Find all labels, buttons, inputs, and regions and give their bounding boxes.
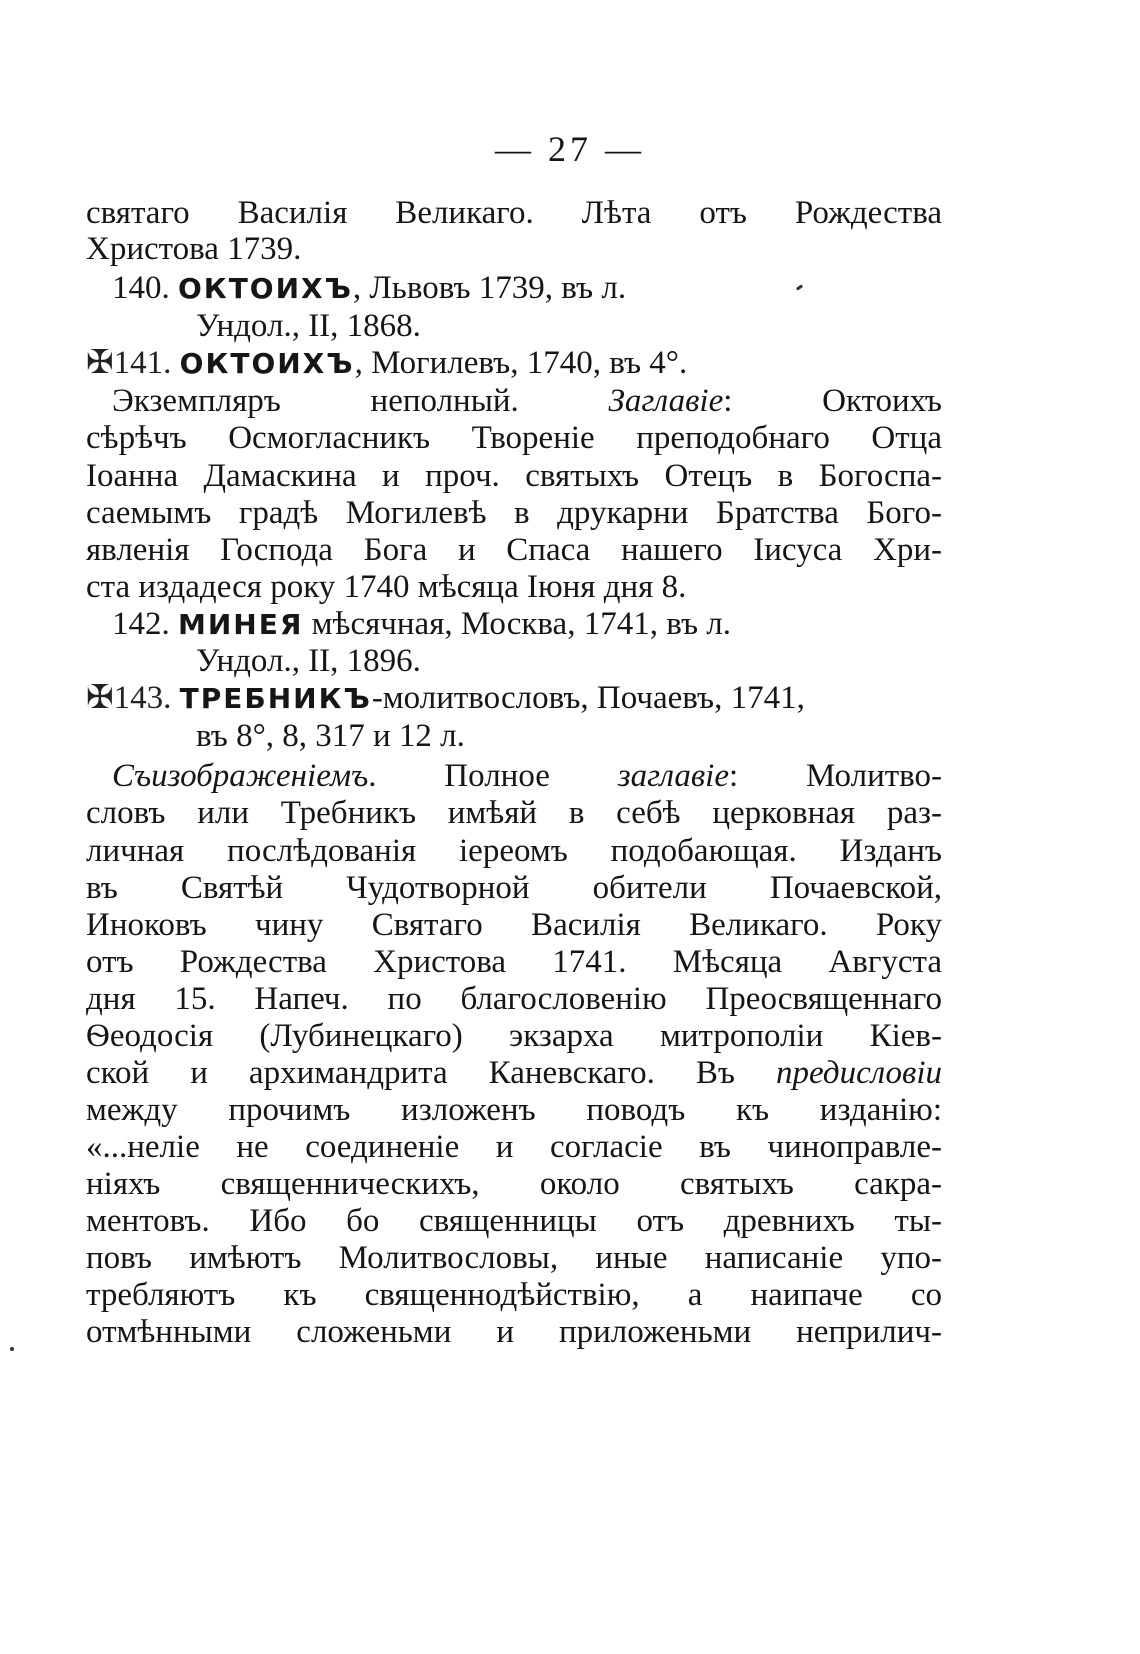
entry-imprint: , Могилевъ, 1740, въ 4°.	[354, 345, 688, 381]
entry-imprint: -молитвословъ, Почаевъ, 1741,	[371, 680, 805, 716]
entry-title: ОКТОИХЪ	[179, 347, 355, 380]
text-line: святаго Василія Великаго. Лѣта отъ Рождества	[86, 195, 942, 231]
page-number: — 27 —	[495, 129, 645, 169]
entry-143-format: въ 8°, 8, 317 и 12 л.	[196, 718, 465, 754]
desc-text: Экземпляръ неполный.	[112, 383, 609, 419]
entry-number: ✠141.	[86, 345, 172, 381]
entry-143-heading	[86, 678, 942, 719]
entry-143-desc-line: въ Святѣй Чудотворной обители Почаевской,	[86, 870, 942, 906]
entry-143-desc-line: между прочимъ изложенъ поводъ къ изданію:	[86, 1092, 942, 1128]
desc-text: : Октоихъ	[723, 383, 942, 419]
entry-143-desc-line	[112, 756, 942, 796]
entry-number: 142.	[112, 606, 170, 642]
entry-143-desc-line: отъ Рождества Христова 1741. Мѣсяца Августа	[86, 944, 942, 980]
entry-title: ТРЕБНИКЪ	[179, 682, 372, 715]
desc-italic: предисловіи	[776, 1055, 942, 1091]
entry-143-desc-line: Иноковъ чину Святаго Василія Великаго. Року	[86, 907, 942, 943]
entry-141-desc-line	[112, 381, 942, 421]
entry-143-desc-line: повъ имѣютъ Молитвословы, иные написаніе упо-	[86, 1240, 942, 1276]
scan-speck	[10, 1347, 14, 1351]
entry-143-desc-line: ментовъ. Ибо бо священницы отъ древнихъ ты-	[86, 1203, 942, 1239]
desc-text: . Полное	[368, 758, 618, 794]
desc-italic: Заглавіе	[608, 383, 724, 419]
entry-imprint: мѣсячная, Москва, 1741, въ л.	[303, 606, 731, 642]
entry-143-desc-line: требляютъ къ священнодѣйствію, а наипаче со	[86, 1277, 942, 1313]
entry-140-location: Ундол., II, 1868.	[196, 308, 421, 344]
text-line: Христова 1739.	[86, 231, 302, 267]
entry-141-desc-line: сѣрѣчъ Осмогласникъ Твореніе преподобнаго Отца	[86, 420, 942, 456]
entry-imprint: , Львовъ 1739, въ л.	[352, 270, 627, 306]
entry-title: ОКТОИХЪ	[178, 272, 353, 305]
entry-141-desc-line: ста издадеся року 1740 мѣсяца Іюня дня 8.	[86, 569, 687, 605]
entry-143-desc-line: «...нeліе не соединеніе и согласіе въ чиноправле-	[86, 1129, 942, 1165]
entry-143-desc-line: словъ или Требникъ имѣяй в себѣ церковная раз-	[86, 795, 942, 831]
entry-141-desc-line: Іоанна Дамаскина и проч. святыхъ Отецъ в Богоспа-	[86, 458, 942, 494]
entry-142-location: Ундол., II, 1896.	[196, 643, 421, 679]
entry-140-heading	[112, 268, 942, 309]
entry-number: 140.	[112, 270, 170, 306]
entry-143-desc-line: дня 15. Напеч. по благословенію Преосвященнаго	[86, 981, 942, 1017]
entry-title: МИНЕЯ	[178, 608, 304, 641]
desc-text: ской и архимандрита Каневскаго. Въ	[86, 1055, 777, 1091]
entry-143-desc-line: Ѳеодосія (Лубинецкаго) экзарха митрополіи Кіев-	[86, 1018, 942, 1054]
entry-143-desc-line: отмѣнными сложеньми и приложеньми неприлич-	[86, 1314, 942, 1350]
entry-141-heading	[86, 343, 942, 384]
desc-italic: заглавіе	[617, 758, 729, 794]
entry-number: ✠143.	[86, 680, 172, 716]
entry-141-desc-line: явленія Господа Бога и Спаса нашего Іисуса Хри-	[86, 532, 942, 568]
entry-143-desc-line: ніяхъ священническихъ, около святыхъ сакра-	[86, 1166, 942, 1202]
desc-italic: Съизображеніемъ	[112, 758, 369, 794]
entry-143-desc-line: личная послѣдованія іереомъ подобающая. Изданъ	[86, 833, 942, 869]
entry-142-heading	[112, 604, 942, 645]
desc-text: : Молитво-	[729, 758, 943, 794]
entry-143-desc-line	[86, 1053, 942, 1093]
entry-141-desc-line: саемымъ градѣ Могилевѣ в друкарни Братства Бого-	[86, 495, 942, 531]
